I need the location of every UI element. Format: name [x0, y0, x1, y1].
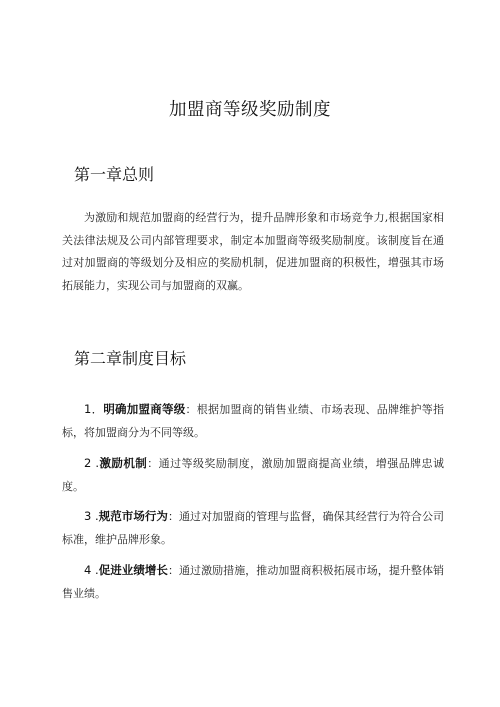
chapter-1-heading: 第一章总则	[74, 165, 155, 184]
goal-item-2	[62, 452, 444, 498]
goal-number: 2 .	[84, 456, 100, 470]
goal-term: 规范市场行为	[98, 509, 168, 523]
chapter-2-heading: 第二章制度目标	[74, 349, 187, 368]
goal-term: 促进业绩增长	[98, 563, 168, 577]
chapter-1-paragraph: 为激励和规范加盟商的经营行为，提升品牌形象和市场竞争力,根据国家相关法律法规及公司内部管理要求，制定本加盟商等级奖励制度。该制度旨在通过对加盟商的等级划分及相应的奖励机制，促进加盟商的积极性，增强其市场拓展能力，实现公司与加盟商的双赢。	[62, 211, 444, 292]
goal-item-3	[62, 505, 444, 551]
goal-number: 3 .	[84, 509, 99, 523]
goal-text: ：通过等级奖励制度，激励加盟商提高业绩，增强品牌忠诚度。	[62, 457, 444, 493]
goal-term: 明确加盟商等级	[103, 402, 186, 416]
goal-item-4	[62, 559, 444, 605]
goal-item-1	[62, 398, 444, 444]
goal-number: 1．	[84, 402, 104, 416]
goal-term: 激励机制	[99, 456, 148, 470]
goal-text: ：根据加盟商的销售业绩、市场表现、品牌维护等指标，将加盟商分为不同等级。	[62, 403, 444, 439]
goal-text: ：通过激励措施，推动加盟商积极拓展市场，提升整体销售业绩。	[62, 564, 444, 600]
goal-text: ：通过对加盟商的管理与监督，确保其经营行为符合公司标准，维护品牌形象。	[62, 510, 444, 546]
goal-number: 4 .	[84, 563, 99, 577]
document-title: 加盟商等级奖励制度	[169, 100, 331, 120]
